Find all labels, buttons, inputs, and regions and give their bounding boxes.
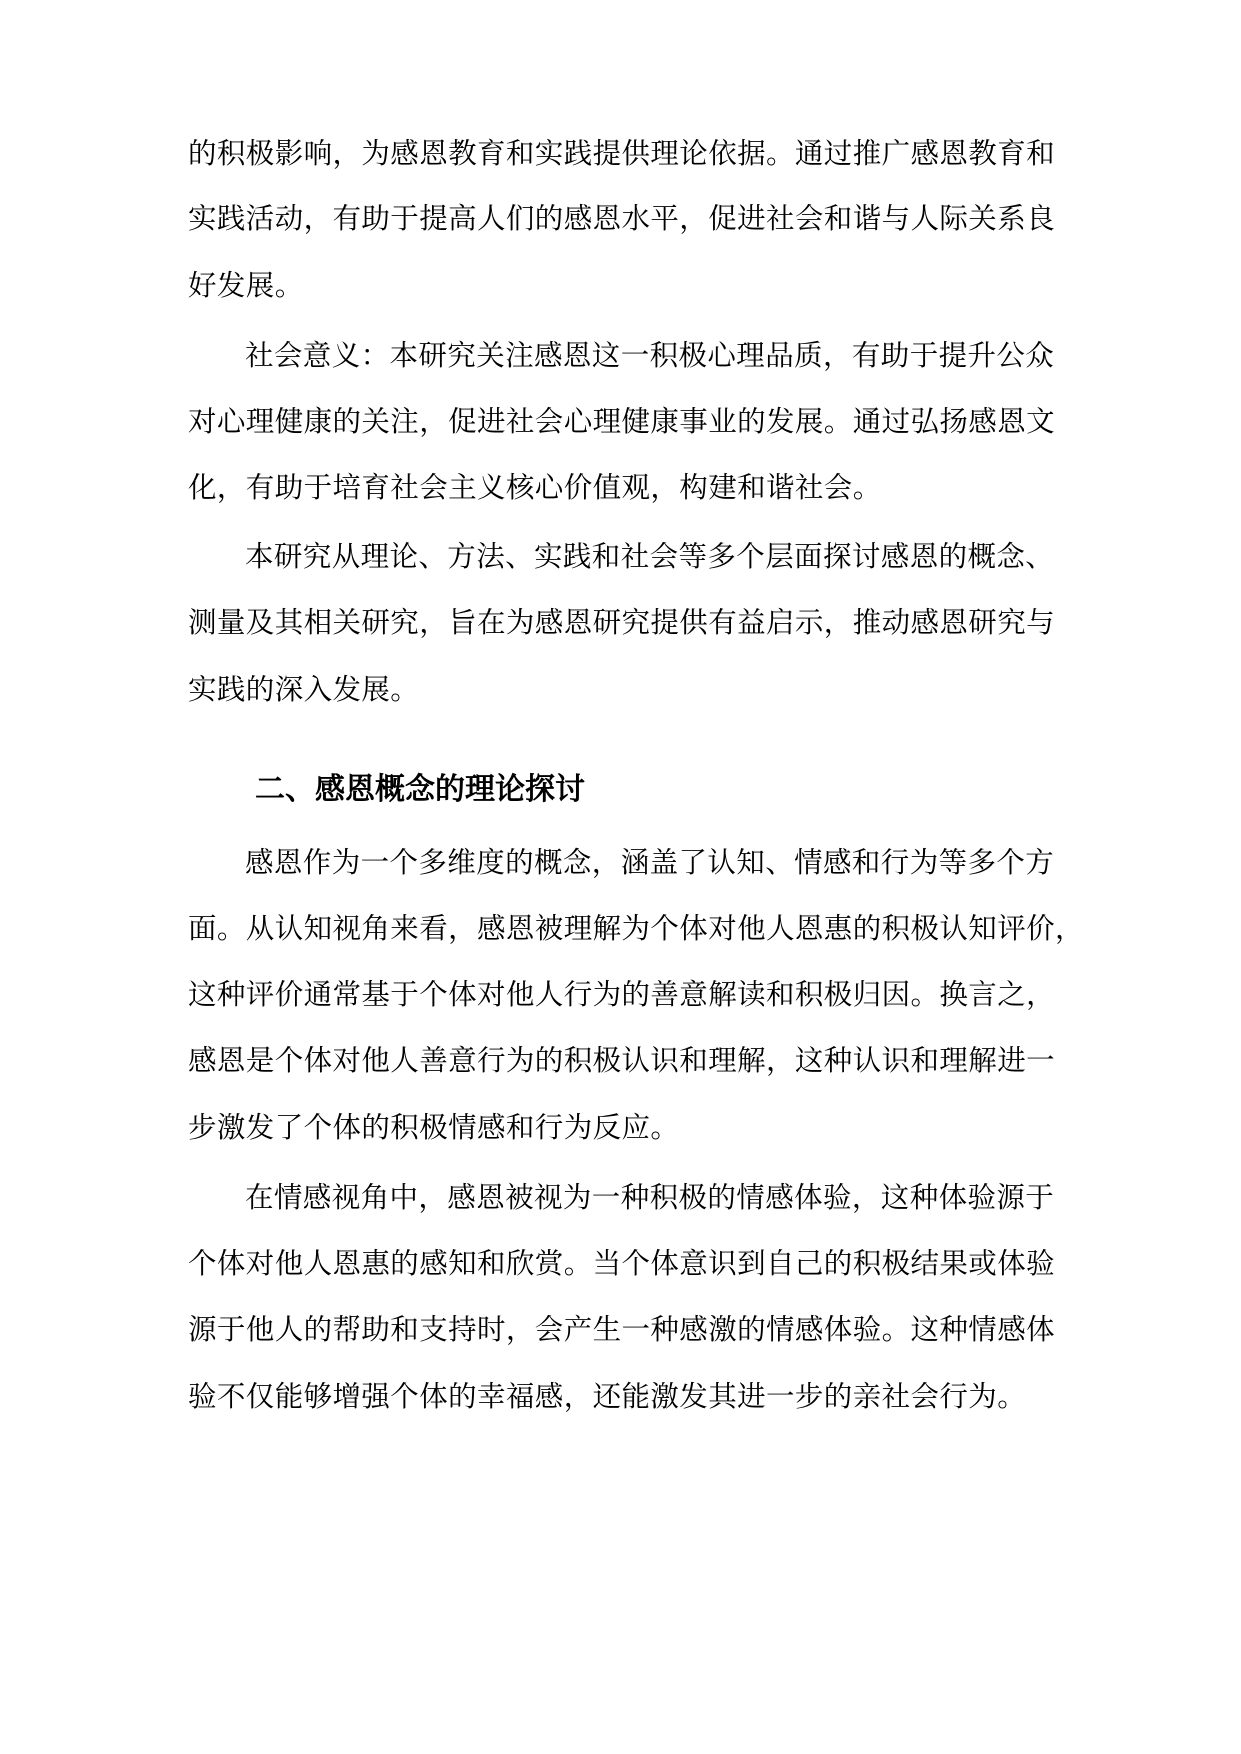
paragraph-2-line-2: 对心理健康的关注，促进社会心理健康事业的发展。通过弘扬感恩文 (188, 405, 1056, 438)
paragraph-1-line-2: 实践活动，有助于提高人们的感恩水平，促进社会和谐与人际关系良 (188, 202, 1056, 235)
section-paragraph-2-line-1: 在情感视角中，感恩被视为一种积极的情感体验，这种体验源于 (245, 1181, 1055, 1214)
section-paragraph-1-line-2: 面。从认知视角来看，感恩被理解为个体对他人恩惠的积极认知评价， (188, 912, 1084, 945)
section-paragraph-2-line-3: 源于他人的帮助和支持时，会产生一种感激的情感体验。这种情感体 (188, 1313, 1056, 1346)
section-paragraph-1-line-1: 感恩作为一个多维度的概念，涵盖了认知、情感和行为等多个方 (245, 846, 1055, 879)
paragraph-1-line-3: 好发展。 (188, 269, 304, 302)
section-paragraph-1-line-5: 步激发了个体的积极情感和行为反应。 (188, 1111, 680, 1144)
paragraph-2-line-3: 化，有助于培育社会主义核心价值观，构建和谐社会。 (188, 471, 882, 504)
section-paragraph-2-line-4: 验不仅能够增强个体的幸福感，还能激发其进一步的亲社会行为。 (188, 1380, 1027, 1413)
section-paragraph-1-line-3: 这种评价通常基于个体对他人行为的善意解读和积极归因。换言之， (188, 978, 1056, 1011)
section-paragraph-1-line-4: 感恩是个体对他人善意行为的积极认识和理解，这种认识和理解进一 (188, 1044, 1056, 1077)
paragraph-1-line-1: 的积极影响，为感恩教育和实践提供理论依据。通过推广感恩教育和 (188, 137, 1056, 170)
paragraph-3-line-2: 测量及其相关研究，旨在为感恩研究提供有益启示，推动感恩研究与 (188, 606, 1056, 639)
section-paragraph-2-line-2: 个体对他人恩惠的感知和欣赏。当个体意识到自己的积极结果或体验 (188, 1247, 1056, 1280)
paragraph-2-line-1: 社会意义：本研究关注感恩这一积极心理品质，有助于提升公众 (245, 339, 1055, 372)
section-heading: 二、感恩概念的理论探讨 (255, 772, 585, 807)
paragraph-3-line-3: 实践的深入发展。 (188, 673, 420, 706)
paragraph-3-line-1: 本研究从理论、方法、实践和社会等多个层面探讨感恩的概念、 (245, 540, 1055, 573)
